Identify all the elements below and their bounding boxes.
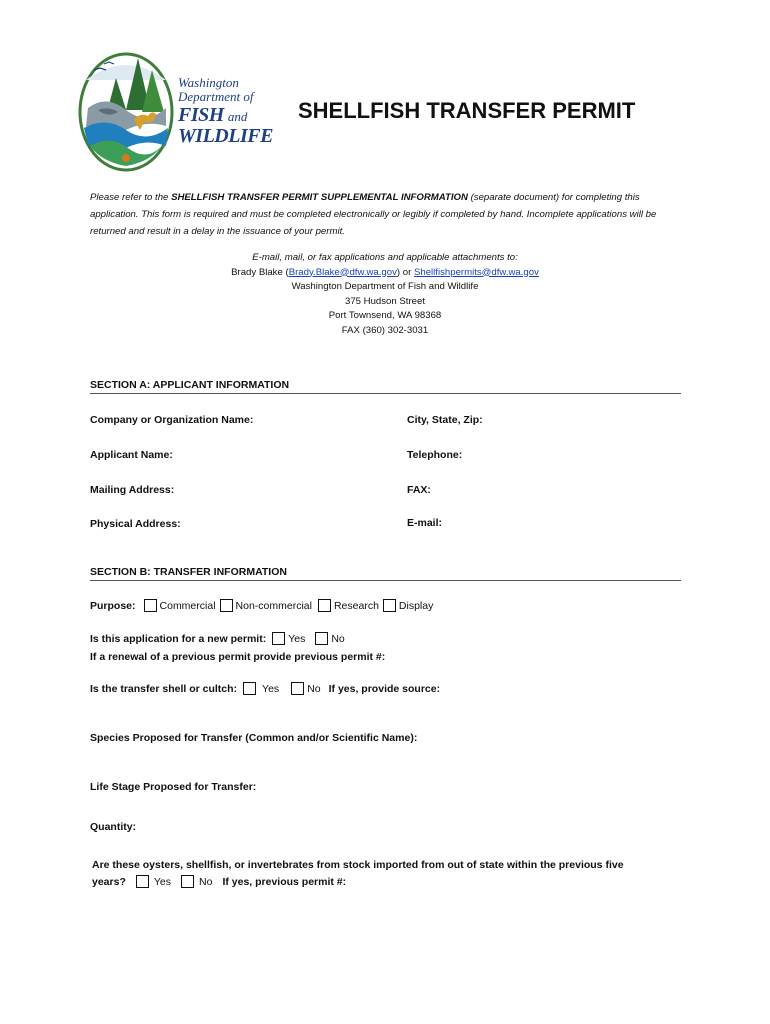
wdfw-emblem-icon (76, 50, 176, 174)
email-link-shellfishpermits[interactable]: Shellfishpermits@dfw.wa.gov (413, 266, 539, 278)
contact-street: 375 Hudson Street (344, 295, 425, 307)
new-permit-no-checkbox[interactable] (315, 632, 328, 645)
purpose-commercial-label: Commercial (159, 599, 216, 612)
company-name-label: Company or Organization Name: (90, 414, 254, 426)
purpose-label: Purpose: (90, 599, 136, 612)
shell-cultch-row (90, 682, 440, 695)
quantity-label: Quantity: (90, 821, 137, 833)
applicant-name-label: Applicant Name: (90, 449, 173, 461)
contact-fax: FAX (360) 302-3031 (341, 324, 429, 336)
contact-org: Washington Department of Fish and Wildlife (291, 281, 479, 292)
city-state-zip-label: City, State, Zip: (407, 414, 483, 426)
life-stage-question: Life Stage Proposed for Transfer: (90, 781, 257, 793)
logo-line-department: Department of (178, 89, 254, 104)
renewal-question: If a renewal of a previous permit provide previous permit #: (90, 651, 386, 663)
telephone-label: Telephone: (407, 449, 463, 461)
imported-question: Are these oysters, shellfish, or invertebrates from stock imported from out of state within the previous five (92, 859, 624, 871)
species-question: Species Proposed for Transfer (Common and/or Scientific Name): (90, 732, 418, 744)
imported-no-label: No (199, 875, 213, 888)
imported-row (92, 875, 346, 888)
wdfw-logo (76, 50, 273, 174)
purpose-research-checkbox[interactable] (318, 599, 331, 612)
intro-paragraph: Please refer to the SHELLFISH TRANSFER PERMIT SUPPLEMENTAL INFORMATION (separate document) for completing this application. This form is required and must be completed electronically or legibly if completed by hand. Incomplete applications will be returned and result in a delay in the issuance of your permit. (90, 192, 657, 237)
imported-permit-label: If yes, previous permit #: (222, 875, 347, 888)
email-link-brady[interactable]: Brady.Blake@dfw.wa.gov (288, 266, 397, 278)
purpose-display-checkbox[interactable] (383, 599, 396, 612)
new-permit-no-label: No (331, 632, 345, 645)
contact-city: Port Townsend, WA 98368 (328, 310, 442, 321)
imported-yes-checkbox[interactable] (136, 875, 149, 888)
section-a-heading: SECTION A: APPLICANT INFORMATION (90, 379, 681, 394)
new-permit-yes-label: Yes (288, 632, 306, 645)
fax-label: FAX: (407, 484, 431, 496)
page-title: SHELLFISH TRANSFER PERMIT (298, 98, 636, 123)
purpose-noncommercial-label: Non-commercial (235, 599, 312, 612)
shell-cultch-yes-checkbox[interactable] (243, 682, 256, 695)
purpose-row (90, 599, 433, 612)
physical-address-label: Physical Address: (90, 518, 181, 530)
new-permit-question: Is this application for a new permit: (90, 632, 267, 645)
logo-line-wildlife: WILDLIFE (178, 125, 273, 147)
logo-line-washington: Washington (178, 75, 239, 90)
shell-cultch-yes-label: Yes (262, 682, 280, 695)
contact-names: Brady Blake (Brady.Blake@dfw.wa.gov) or Shellfishpermits@dfw.wa.gov (231, 266, 539, 278)
purpose-noncommercial-checkbox[interactable] (220, 599, 233, 612)
contact-instruction: E-mail, mail, or fax applications and applicable attachments to: (252, 252, 518, 263)
purpose-display-label: Display (398, 599, 434, 612)
purpose-research-label: Research (333, 599, 379, 612)
shell-cultch-no-label: No (307, 682, 321, 695)
imported-no-checkbox[interactable] (181, 875, 194, 888)
logo-line-fish: FISH and (178, 104, 248, 126)
shell-cultch-question: Is the transfer shell or cultch: (90, 682, 238, 695)
new-permit-yes-checkbox[interactable] (272, 632, 285, 645)
purpose-commercial-checkbox[interactable] (144, 599, 157, 612)
new-permit-row (90, 632, 345, 645)
shell-source-label: If yes, provide source: (328, 682, 441, 695)
mailing-address-label: Mailing Address: (90, 484, 175, 496)
section-b-heading: SECTION B: TRANSFER INFORMATION (90, 566, 681, 581)
imported-yes-label: Yes (153, 875, 171, 888)
email-label: E-mail: (407, 517, 443, 529)
imported-question-years: years? (92, 875, 126, 888)
contact-block (90, 251, 680, 338)
shell-cultch-no-checkbox[interactable] (291, 682, 304, 695)
